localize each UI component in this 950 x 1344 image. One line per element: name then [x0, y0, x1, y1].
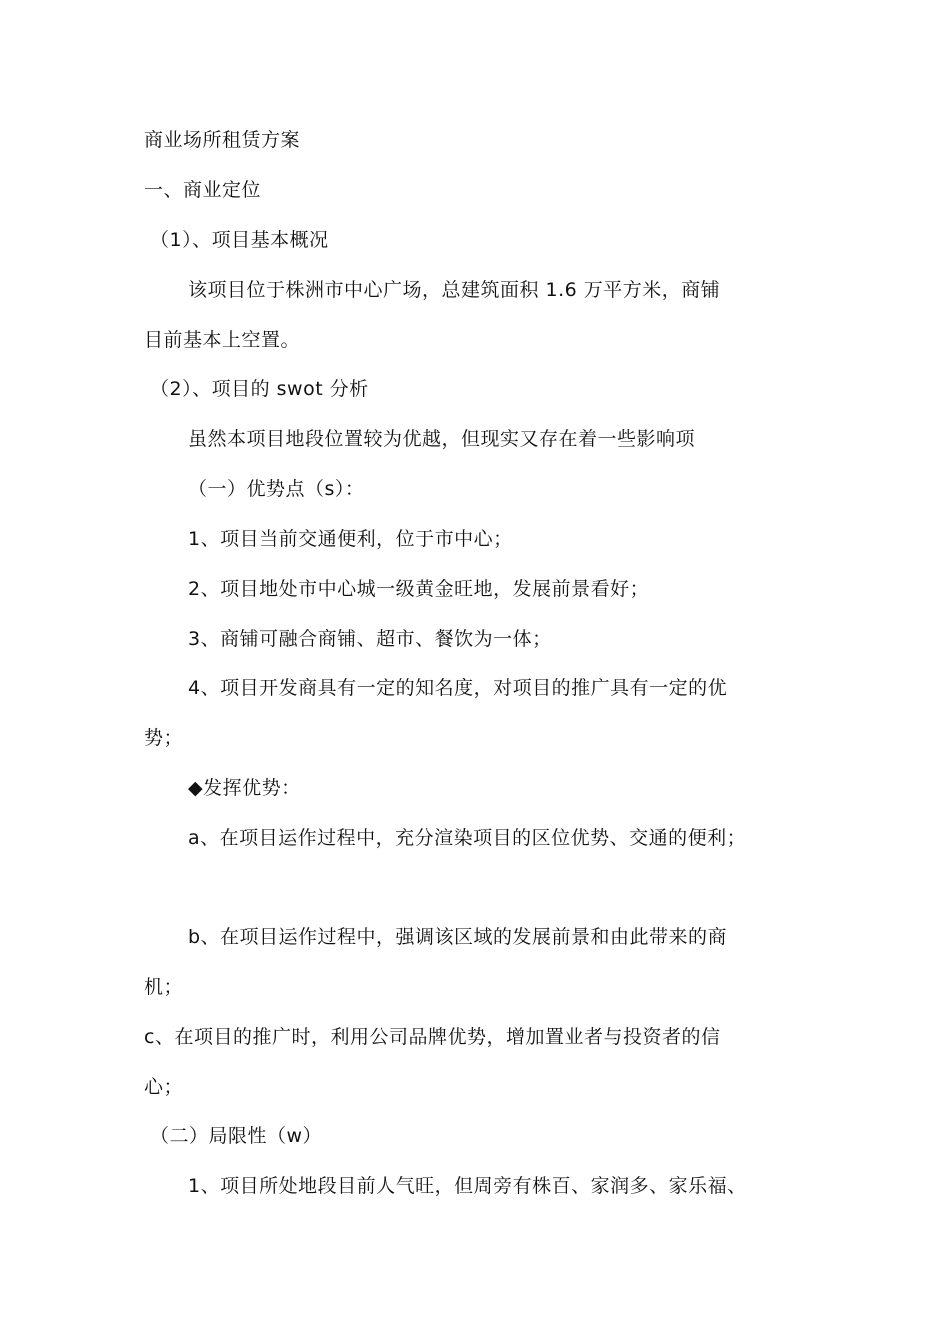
list-item: 2、项目地处市中心城一级黄金旺地，发展前景看好； [188, 578, 650, 600]
list-item: c、在项目的推广时，利用公司品牌优势，增加置业者与投资者的信 [144, 1026, 721, 1048]
section-heading: 一、商业定位 [144, 179, 262, 201]
list-item: 4、项目开发商具有一定的知名度，对项目的推广具有一定的优 [188, 677, 728, 699]
paragraph-line: 虽然本项目地段位置较为优越，但现实又存在着一些影响项 [188, 428, 696, 450]
subsection-heading: （1）、项目基本概况 [150, 229, 329, 251]
list-item-continuation: 心； [144, 1076, 184, 1098]
bullet-heading: ◆发挥优势： [188, 777, 301, 799]
paragraph-line: 该项目位于株洲市中心广场，总建筑面积 1.6 万平方米，商铺 [188, 279, 721, 301]
list-item: 3、商铺可融合商铺、超市、餐饮为一体； [188, 628, 552, 650]
list-item: b、在项目运作过程中，强调该区域的发展前景和由此带来的商 [188, 926, 728, 948]
list-item-continuation: 势； [144, 727, 184, 749]
paragraph-line: 目前基本上空置。 [144, 329, 301, 351]
list-item: a、在项目运作过程中，充分渲染项目的区位优势、交通的便利； [188, 827, 747, 849]
subsection-heading: （一）优势点（s）： [188, 478, 365, 500]
document-title: 商业场所租赁方案 [144, 129, 301, 151]
subsection-heading: （2）、项目的 swot 分析 [150, 378, 369, 400]
list-item: 1、项目所处地段目前人气旺，但周旁有株百、家润多、家乐福、 [188, 1175, 747, 1197]
subsection-heading: （二）局限性（w） [150, 1125, 323, 1147]
list-item: 1、项目当前交通便利，位于市中心； [188, 528, 513, 550]
list-item-continuation: 机； [144, 976, 184, 998]
